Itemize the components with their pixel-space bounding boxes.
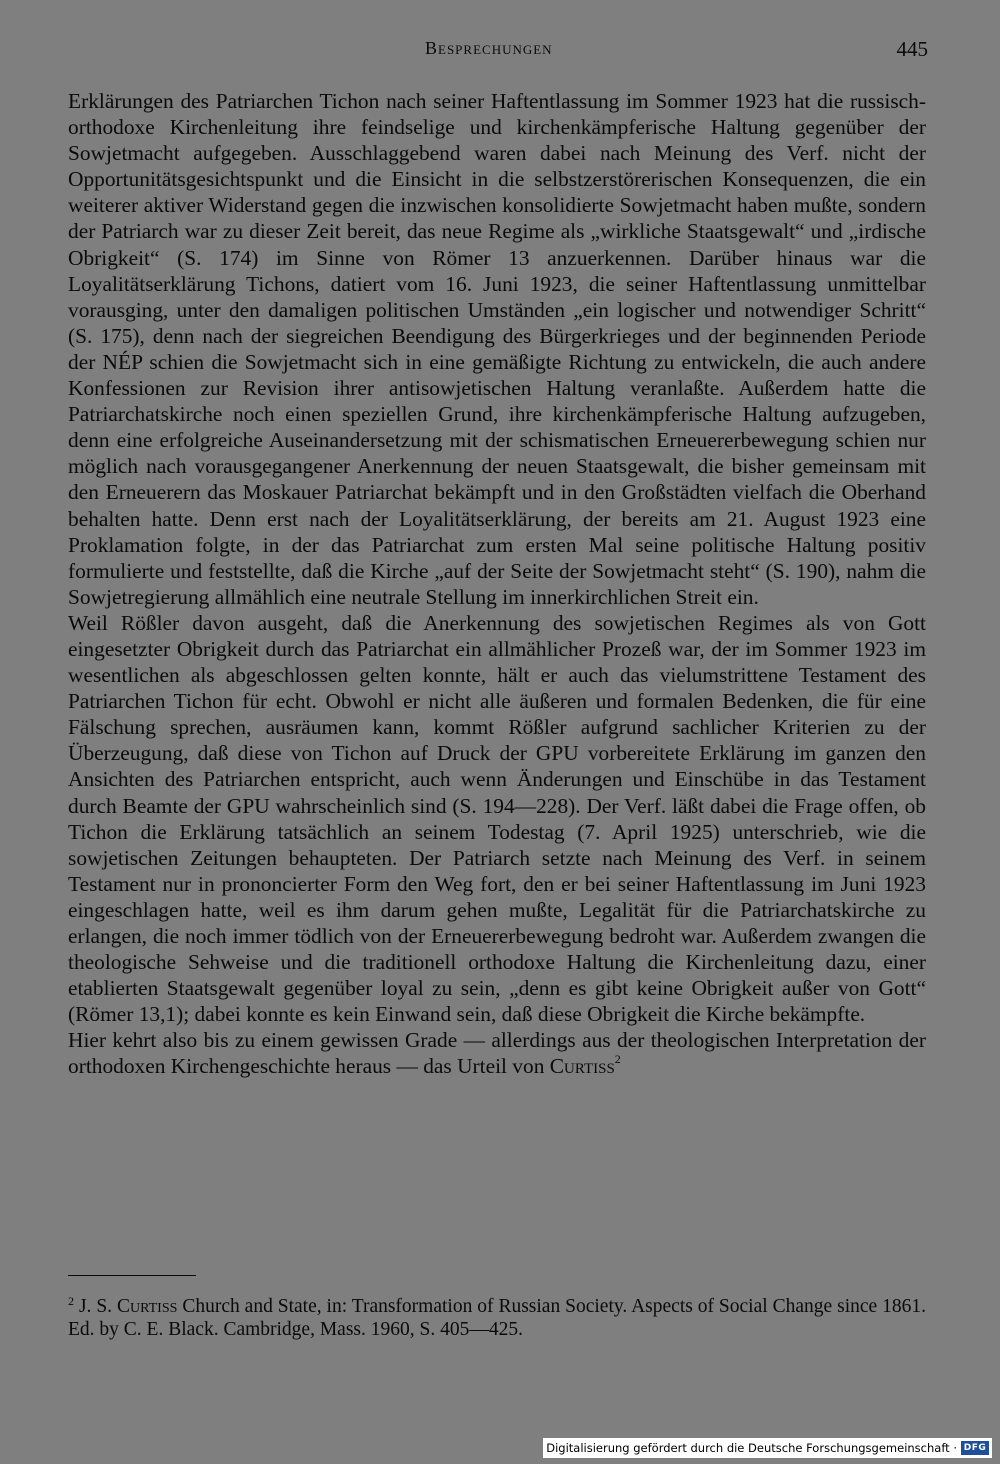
paragraph-3 [68,1027,926,1079]
paragraph-2: Weil Rößler davon ausgeht, daß die Anerkennung des sowjetischen Regimes als von Gott eingesetzter Obrigkeit durch das Patriarchat ein allmählicher Prozeß war, der im Sommer 1923 im wesentlichen als abgeschlossen gelten konnte, hält er auch das vielumstrittene Testament des Patriarchen Tichon für echt. Obwohl er nicht alle äußeren und formalen Bedenken, die für eine Fälschung sprechen, ausräumen kann, kommt Rößler aufgrund sachlicher Kriterien zu der Überzeugung, daß diese von Tichon auf Druck der GPU vorbereitete Erklärung im ganzen den Ansichten des Patriarchen entspricht, auch wenn Änderungen und Einschübe in das Testament durch Beamte der GPU wahrscheinlich sind (S. 194—228). Der Verf. läßt dabei die Frage offen, ob Tichon die Erklärung tatsächlich an seinem Todestag (7. April 1925) unterschrieb, wie die sowjetischen Zeitungen behaupteten. Der Patriarch setzte nach Meinung des Verf. in seinem Testament nur in prononcierter Form den Weg fort, den er bei seiner Haftentlassung im Juni 1923 eingeschlagen hatte, weil es ihm darum gehen mußte, Legalität für die Patriarchatskirche zu erlangen, die noch immer tödlich von der Erneuererbewegung bedroht war. Außerdem zwangen die theologische Sehweise und die traditionell orthodoxe Haltung die Kirchenleitung dazu, einer etablierten Staatsgewalt gegenüber loyal zu sein, „denn es gibt keine Obrigkeit außer von Gott“ (Römer 13,1); dabei konnte es kein Einwand sein, daß diese Obrigkeit die Kirche bekämpfte. [68,610,926,1027]
credit-text: Digitalisierung gefördert durch die Deutsche Forschungsgemeinschaft · [546,1441,957,1455]
footnote [68,1295,926,1341]
author-name-curtiss: Curtiss [549,1054,615,1079]
footnote-text: Church and State, in: Transformation of Russian Society. Aspects of Social Change since 1861. Ed. by C. E. Black. Cambridge, Mass. 1960, S. 405—425. [68,1296,926,1340]
running-head: Besprechungen [425,38,553,58]
footnote-reference: 2 [614,1052,621,1067]
footnote-author: J. S. Curtiss [78,1296,178,1317]
paragraph-1: Erklärungen des Patriarchen Tichon nach seiner Haftentlassung im Sommer 1923 hat die russisch-orthodoxe Kirchenleitung ihre feindselige und kirchenkämpferische Haltung gegenüber der Sowjetmacht aufgegeben. Ausschlaggebend waren dabei nach Meinung des Verf. nicht der Opportunitätsgesichtspunkt und die Einsicht in die selbstzerstörerischen Konsequenzen, die ein weiterer aktiver Widerstand gegen die inzwischen konsolidierte Sowjetmacht haben mußte, sondern der Patriarch war zu dieser Zeit bereit, das neue Regime als „wirkliche Staatsgewalt“ und „irdische Obrigkeit“ (S. 174) im Sinne von Römer 13 anzuerkennen. Darüber hinaus war die Loyalitätserklärung Tichons, datiert vom 16. Juni 1923, die seiner Haftentlassung unmittelbar vorausging, unter den damaligen politischen Umständen „ein logischer und notwendiger Schritt“ (S. 175), denn nach der siegreichen Beendigung des Bürgerkrieges und der beginnenden Periode der NÉP schien die Sowjetmacht sich in eine gemäßigte Richtung zu entwickeln, die auch andere Konfessionen zur Revision ihrer antisowjetischen Haltung veranlaßte. Außerdem hatte die Patriarchatskirche noch einen speziellen Grund, ihre kirchenkämpferische Haltung aufzugeben, denn eine erfolgreiche Auseinandersetzung mit der schismatischen Erneuererbewegung schien nur möglich nach vorausgegangener Anerkennung der neuen Staatsgewalt, die bisher gemeinsam mit den Erneuerern das Moskauer Patriarchat bekämpft und in den Großstädten vielfach die Oberhand behalten hatte. Denn erst nach der Loyalitätserklärung, der bereits am 21. August 1923 eine Proklamation folgte, in der das Patriarchat zum ersten Mal seine politische Haltung positiv formulierte und feststellte, daß die Kirche „auf der Seite der Sowjetmacht steht“ (S. 190), nahm die Sowjetregierung allmählich eine neutrale Stellung im innerkirchlichen Streit ein. [68,89,926,609]
page-number: 445 [896,37,928,61]
dfg-logo-icon: DFG [961,1441,989,1455]
digitization-credit [543,1438,992,1458]
footnote-divider [68,1275,196,1276]
footnote-marker: 2 [68,1294,74,1308]
body-text [68,88,926,1080]
paragraph-3-text: Hier kehrt also bis zu einem gewissen Grade — allerdings aus der theologischen Interpretation der orthodoxen Kirchengeschichte heraus — das Urteil von [68,1028,926,1079]
